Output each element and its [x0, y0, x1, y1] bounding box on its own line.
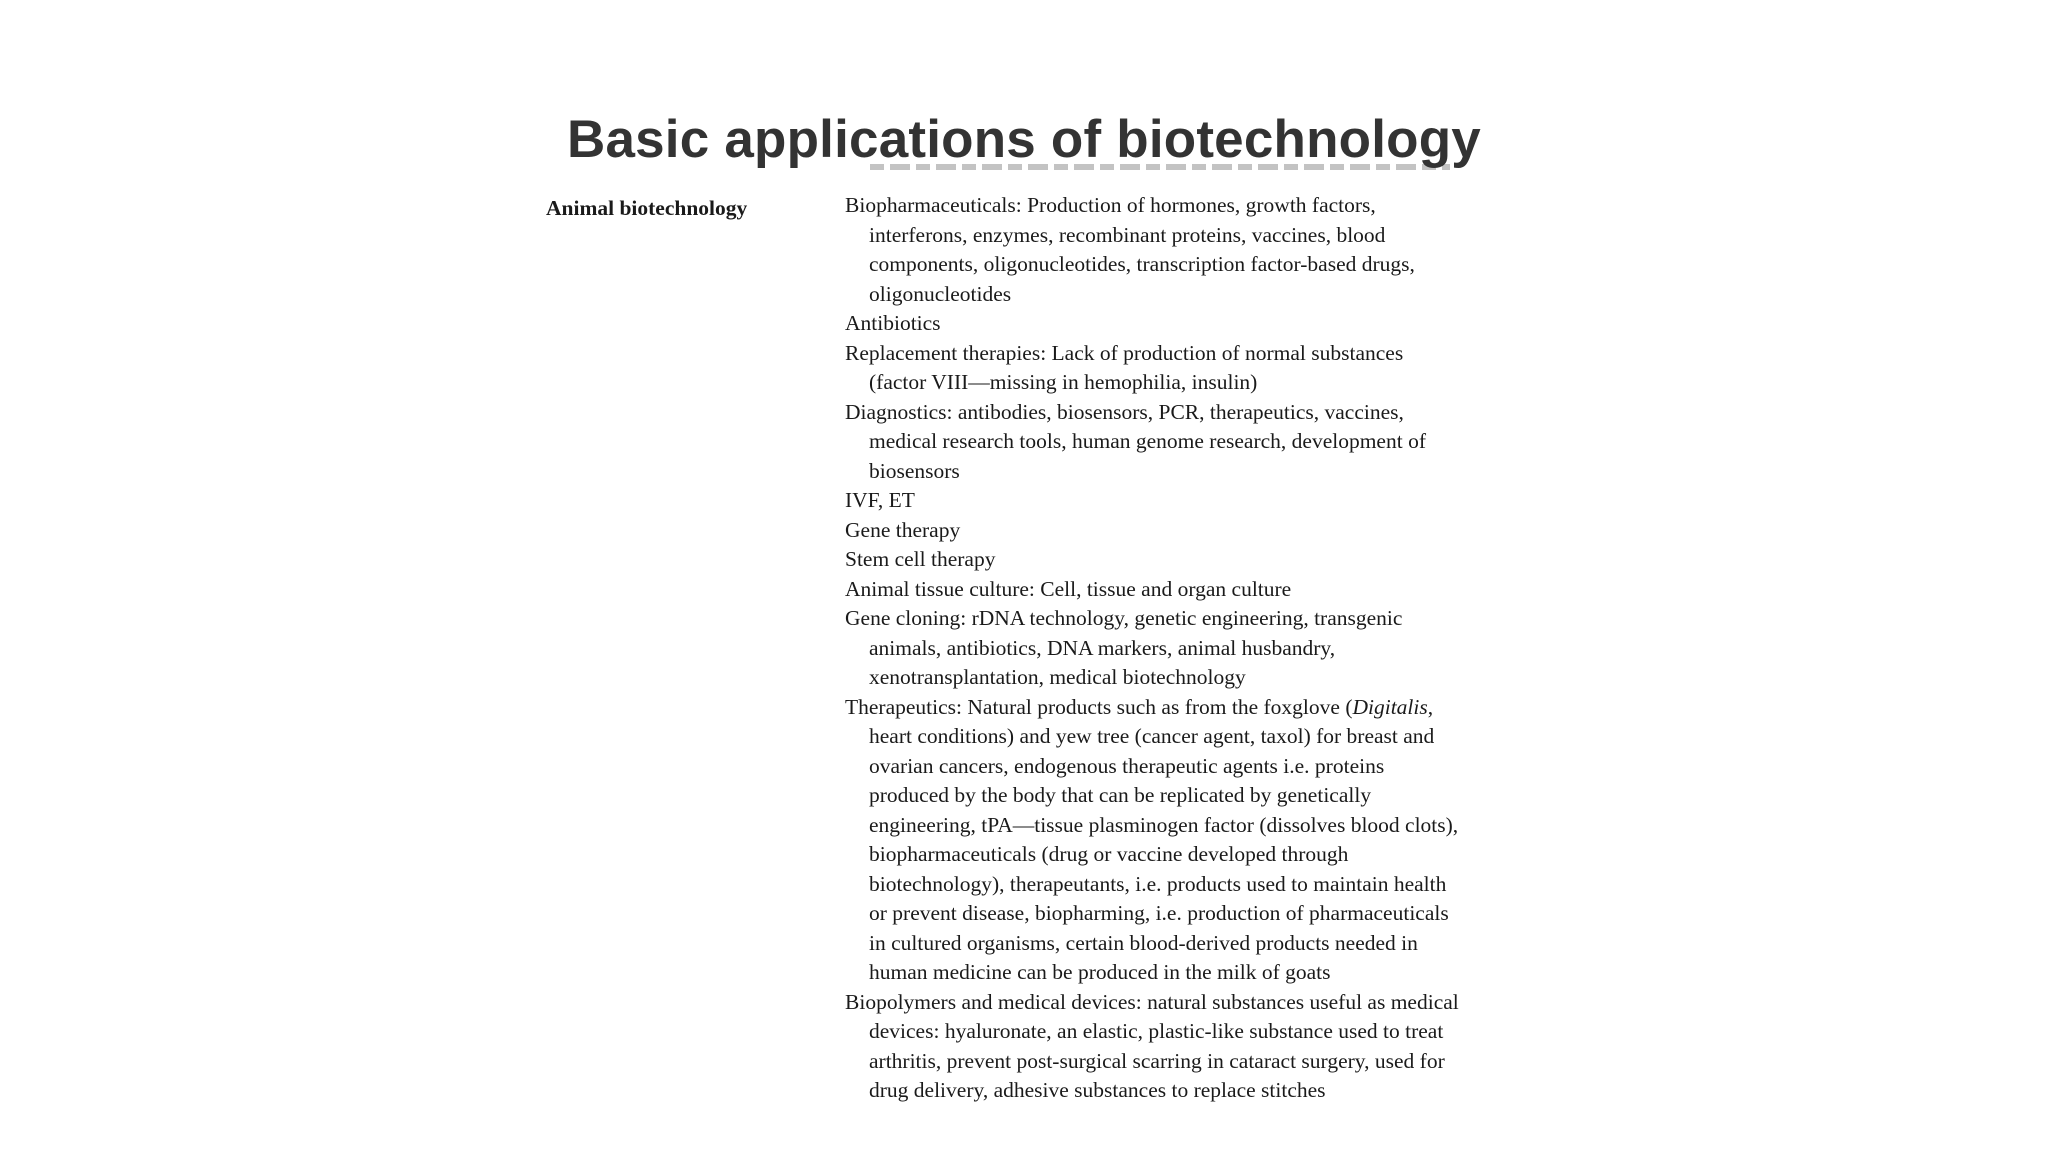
list-item: Biopolymers and medical devices: natural substances useful as medical devices: hyaluronate, an elastic, plastic-like substance used to treat arthritis, prevent post-surgical scarring in cataract surgery, used for drug delivery, adhesive substances to replace stitches [845, 989, 1459, 1102]
list-item: Stem cell therapy [845, 547, 996, 571]
slide-title: Basic applications of biotechnology [566, 110, 1481, 169]
list-item: Diagnostics: antibodies, biosensors, PCR, therapeutics, vaccines, medical research tools, human genome research, development of biosensors [845, 399, 1426, 483]
list-item: Replacement therapies: Lack of production of normal substances (factor VIII—missing in hemophilia, insulin) [845, 340, 1404, 394]
list-item: Gene therapy [845, 517, 961, 542]
list-item: Animal tissue culture: Cell, tissue and organ culture [845, 576, 1292, 601]
list-item: IVF, ET [845, 488, 915, 512]
italic-genus-name: Digitalis [1352, 694, 1428, 719]
list-item: Therapeutics: Natural products such as from the foxglove (Digitalis, heart conditions) and yew tree (cancer agent, taxol) for breast and ovarian cancers, endogenous therapeutic agents i.e. proteins produced by the body that can be replicated by genetically engineering, tPA—tissue plasminogen factor (dissolves blood clots), biopharmaceuticals (drug or vaccine developed through biotechnology), therapeutants, i.e. products used to maintain health or prevent disease, biopharming, i.e. production of pharmaceuticals in cultured organisms, certain blood-derived products needed in human medicine can be produced in the milk of goats [845, 694, 1459, 984]
list-item: Gene cloning: rDNA technology, genetic engineering, transgenic animals, antibiotics, DNA markers, animal husbandry, xenotransplantation, medical biotechnology [845, 606, 1403, 689]
category-label: Animal biotechnology [546, 196, 748, 220]
entry-list [845, 191, 1465, 1106]
list-item: Biopharmaceuticals: Production of hormones, growth factors, interferons, enzymes, recombinant proteins, vaccines, blood components, oligonucleotides, transcription factor-based drugs, oligonucleotides [845, 193, 1415, 306]
list-item: Antibiotics [845, 311, 941, 335]
